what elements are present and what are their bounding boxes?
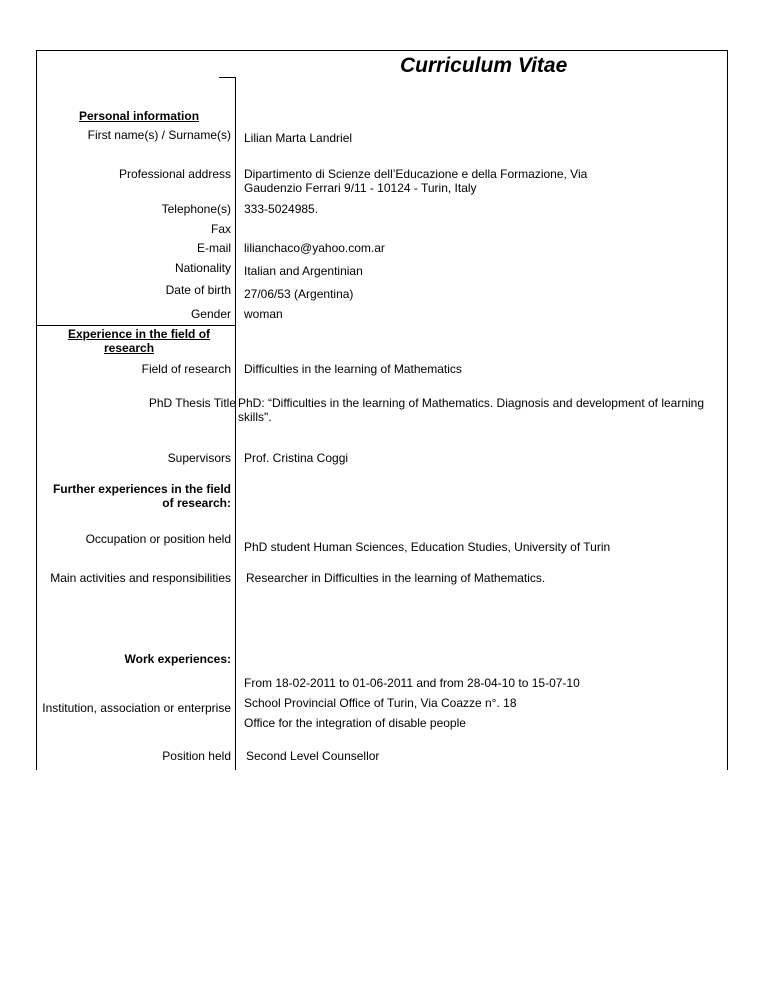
name-value: Lilian Marta Landriel xyxy=(244,131,353,145)
dob-value: 27/06/53 (Argentina) xyxy=(244,287,354,301)
gender-label: Gender xyxy=(190,307,231,321)
supervisors-value: Prof. Cristina Coggi xyxy=(244,451,349,465)
occupation-label: Occupation or position held xyxy=(85,532,231,546)
column-divider-tick xyxy=(219,77,236,78)
thesis-label: PhD Thesis Title xyxy=(148,396,236,410)
phone-label: Telephone(s) xyxy=(161,202,231,216)
thesis-line-2: skills". xyxy=(238,410,272,424)
activities-value: Researcher in Difficulties in the learning of Mathematics. xyxy=(246,571,546,585)
institution-line-1: School Provincial Office of Turin, Via Coazze n°. 18 xyxy=(244,696,517,710)
section-divider xyxy=(36,325,236,326)
cv-frame-left-border xyxy=(36,50,37,770)
gender-value: woman xyxy=(244,307,283,321)
document-title: Curriculum Vitae xyxy=(400,54,568,77)
column-divider xyxy=(235,77,236,770)
occupation-value: PhD student Human Sciences, Education Studies, University of Turin xyxy=(244,540,611,554)
phone-value: 333-5024985. xyxy=(244,202,319,216)
work-heading: Work experiences: xyxy=(124,652,231,666)
research-heading-line-2: research xyxy=(104,341,155,355)
personal-info-heading: Personal information xyxy=(79,109,200,123)
name-label: First name(s) / Surname(s) xyxy=(87,128,231,142)
email-label: E-mail xyxy=(196,241,231,255)
institution-line-2: Office for the integration of disable people xyxy=(244,716,466,730)
nationality-label: Nationality xyxy=(174,261,231,275)
work-dates: From 18-02-2011 to 01-06-2011 and from 28-04-10 to 15-07-10 xyxy=(244,676,580,690)
position-label: Position held xyxy=(162,749,231,763)
nationality-value: Italian and Argentinian xyxy=(244,264,363,278)
dob-label: Date of birth xyxy=(165,283,231,297)
fax-label: Fax xyxy=(210,222,231,236)
position-value: Second Level Counsellor xyxy=(246,749,380,763)
address-line-2: Gaudenzio Ferrari 9/11 - 10124 - Turin, Italy xyxy=(244,181,477,195)
field-label: Field of research xyxy=(141,362,231,376)
address-line-1: Dipartimento di Scienze dell’Educazione e della Formazione, Via xyxy=(244,167,588,181)
cv-frame-right-border xyxy=(727,50,728,770)
institution-label: Institution, association or enterprise xyxy=(42,701,231,715)
activities-label: Main activities and responsibilities xyxy=(50,571,231,585)
research-heading-line-1: Experience in the field of xyxy=(68,327,211,341)
further-heading-line-1: Further experiences in the field xyxy=(52,482,231,496)
email-value: lilianchaco@yahoo.com.ar xyxy=(244,241,385,255)
field-value: Difficulties in the learning of Mathematics xyxy=(244,362,462,376)
supervisors-label: Supervisors xyxy=(167,451,231,465)
further-heading-line-2: of research: xyxy=(162,496,231,510)
address-label: Professional address xyxy=(118,167,231,181)
cv-frame-top-border xyxy=(36,50,727,51)
thesis-line-1: PhD: “Difficulties in the learning of Mathematics. Diagnosis and development of learning xyxy=(238,396,705,410)
